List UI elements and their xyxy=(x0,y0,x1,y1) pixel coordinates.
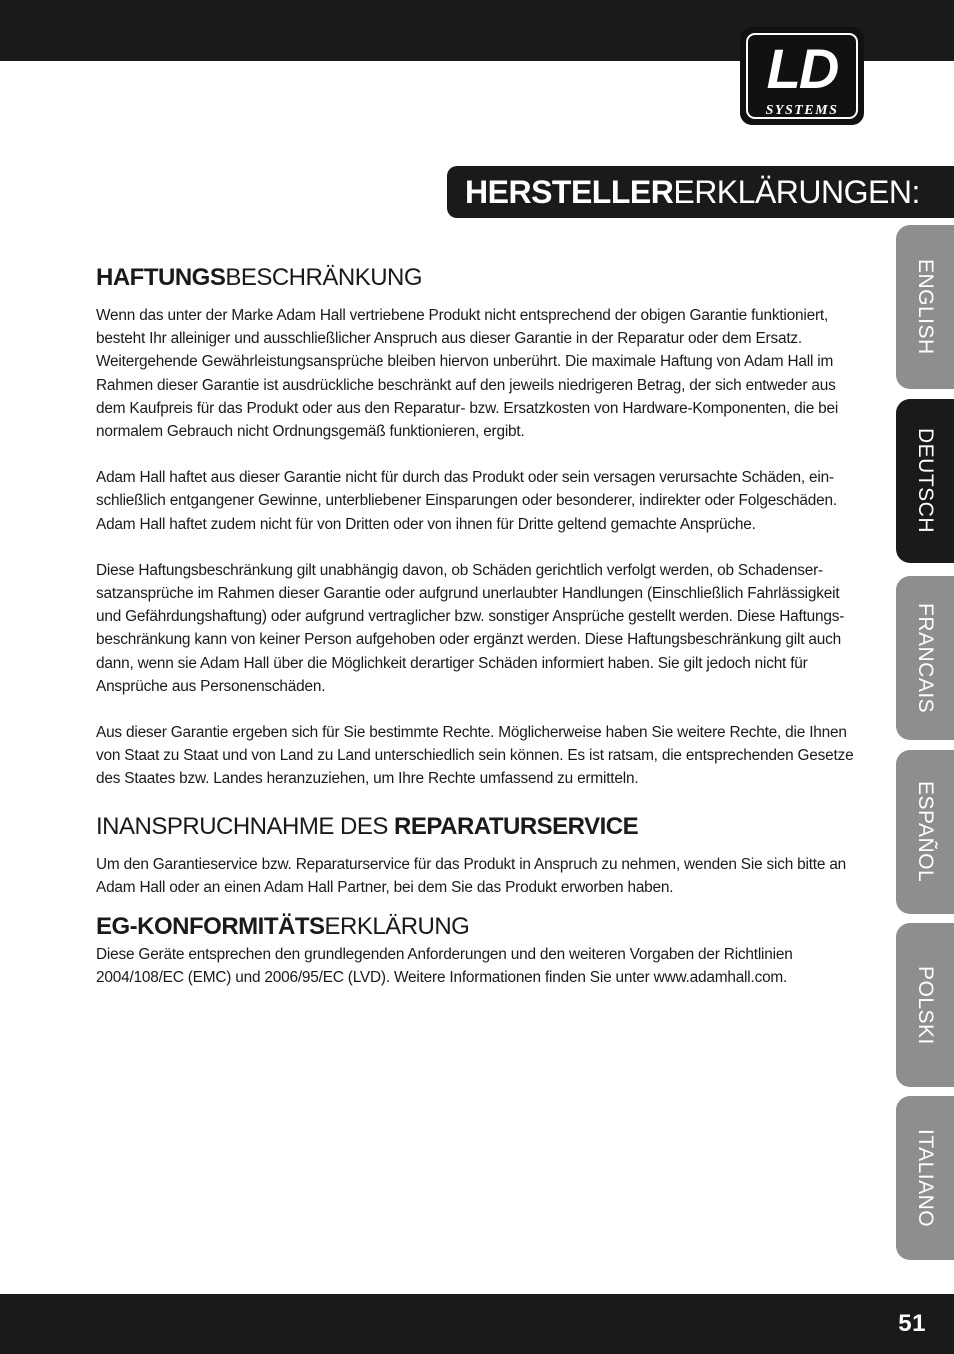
conformity-paragraph: Diese Geräte entsprechen den grundlegenden Anforderungen und den weiteren Vorgaben der Richtlinien 2004/108/EC (EMC) und 2006/95/EC (LVD). Weitere Informationen finden Sie unter www.adamhall.com. xyxy=(96,946,793,987)
tab-english[interactable] xyxy=(896,225,954,389)
page-title-banner xyxy=(447,166,954,218)
bottom-bar xyxy=(0,1294,954,1354)
section-heading-repair xyxy=(96,811,862,843)
tab-label: FRANCAIS xyxy=(914,602,937,714)
heading-light: BESCHRÄNKUNG xyxy=(225,264,423,291)
tab-label: ITALIANO xyxy=(914,1128,937,1228)
liability-paragraph-2: Adam Hall haftet aus dieser Garantie nicht für durch das Produkt oder sein versagen verursachte Schäden, ein-schließlich entgangener Gewinne, unterbliebener Einsparungen oder besonderer, indirekter oder Folgeschäden. Adam Hall haftet zudem nicht für von Dritten oder von ihnen für Dritte geltend gemachte Ansprüche. xyxy=(96,469,837,533)
main-content xyxy=(96,262,862,989)
section-heading-liability xyxy=(96,262,862,294)
tab-francais[interactable] xyxy=(896,576,954,740)
liability-paragraph-3: Diese Haftungsbeschränkung gilt unabhängig davon, ob Schäden gerichtlich verfolgt werden, ob Schadenser-satzansprüche im Rahmen dieser Garantie oder aufgrund unerlaubter Handlungen (Einschließlich Fahrlässigkeit und Gefährdungshaftung) oder aufgrund vertraglicher bzw. sonstiger Ansprüche gestellt werden. Diese Haftungs-beschränkung kann von keiner Person aufgehoben oder ergänzt werden. Diese Haftungsbeschränkung gilt auch dann, wenn sie Adam Hall über die Möglichkeit derartiger Schäden informiert haben. Sie gilt jedoch nicht für Ansprüche aus Personenschäden. xyxy=(96,561,845,695)
tab-deutsch[interactable] xyxy=(896,399,954,563)
tab-label: DEUTSCH xyxy=(914,428,937,534)
heading-light: INANSPRUCHNAHME DES xyxy=(96,812,395,840)
section-heading-conformity xyxy=(96,911,862,943)
tab-espanol[interactable] xyxy=(896,750,954,914)
liability-paragraph-1: Wenn das unter der Marke Adam Hall vertriebene Produkt nicht entsprechend der obigen Garantie funktioniert, besteht Ihr alleiniger und ausschließlicher Anspruch aus dieser Garantie in der Reparatur oder dem Ersatz. Weitergehende Gewährleistungsansprüche bleiben hiervon unberührt. Die maximale Haftung von Adam Hall im Rahmen dieser Garantie ist ausdrückliche beschränkt auf den jeweils niedrigeren Betrag, der sich entweder aus dem Kaufpreis für das Produkt oder aus den Reparatur- bzw. Ersatzkosten von Hardware-Komponenten, die bei normalem Gebrauch nicht Ordnungsgemäß funktionieren, ergibt. xyxy=(96,307,839,441)
page-title-bold: HERSTELLER xyxy=(465,174,674,210)
tab-label: ESPAÑOL xyxy=(914,781,937,883)
page-title-light: ERKLÄRUNGEN: xyxy=(673,174,920,210)
tab-label: POLSKI xyxy=(914,965,937,1045)
logo-text-ld: LD xyxy=(766,37,838,100)
ld-systems-logo xyxy=(740,27,864,125)
tab-polski[interactable] xyxy=(896,923,954,1087)
heading-bold: EG-KONFORMITÄTS xyxy=(96,913,325,941)
heading-light: ERKLÄRUNG xyxy=(324,913,470,941)
tab-label: ENGLISH xyxy=(914,259,937,355)
liability-paragraph-4: Aus dieser Garantie ergeben sich für Sie bestimmte Rechte. Möglicherweise haben Sie weitere Rechte, die Ihnen von Staat zu Staat und von Land zu Land unterschiedlich sein können. Es ist ratsam, die entsprechenden Gesetze des Staates bzw. Landes heranzuziehen, um Ihre Rechte umfassend zu ermitteln. xyxy=(96,724,854,788)
logo-text-systems: SYSTEMS xyxy=(765,103,839,118)
heading-bold: REPARATURSERVICE xyxy=(394,812,639,840)
tab-italiano[interactable] xyxy=(896,1096,954,1260)
repair-paragraph: Um den Garantieservice bzw. Reparaturservice für das Produkt in Anspruch zu nehmen, wenden Sie sich bitte an Adam Hall oder an einen Adam Hall Partner, bei dem Sie das Produkt erworben haben. xyxy=(96,855,847,896)
logo-frame xyxy=(746,33,858,119)
page-number: 51 xyxy=(898,1310,926,1337)
heading-bold: HAFTUNGS xyxy=(96,264,226,291)
